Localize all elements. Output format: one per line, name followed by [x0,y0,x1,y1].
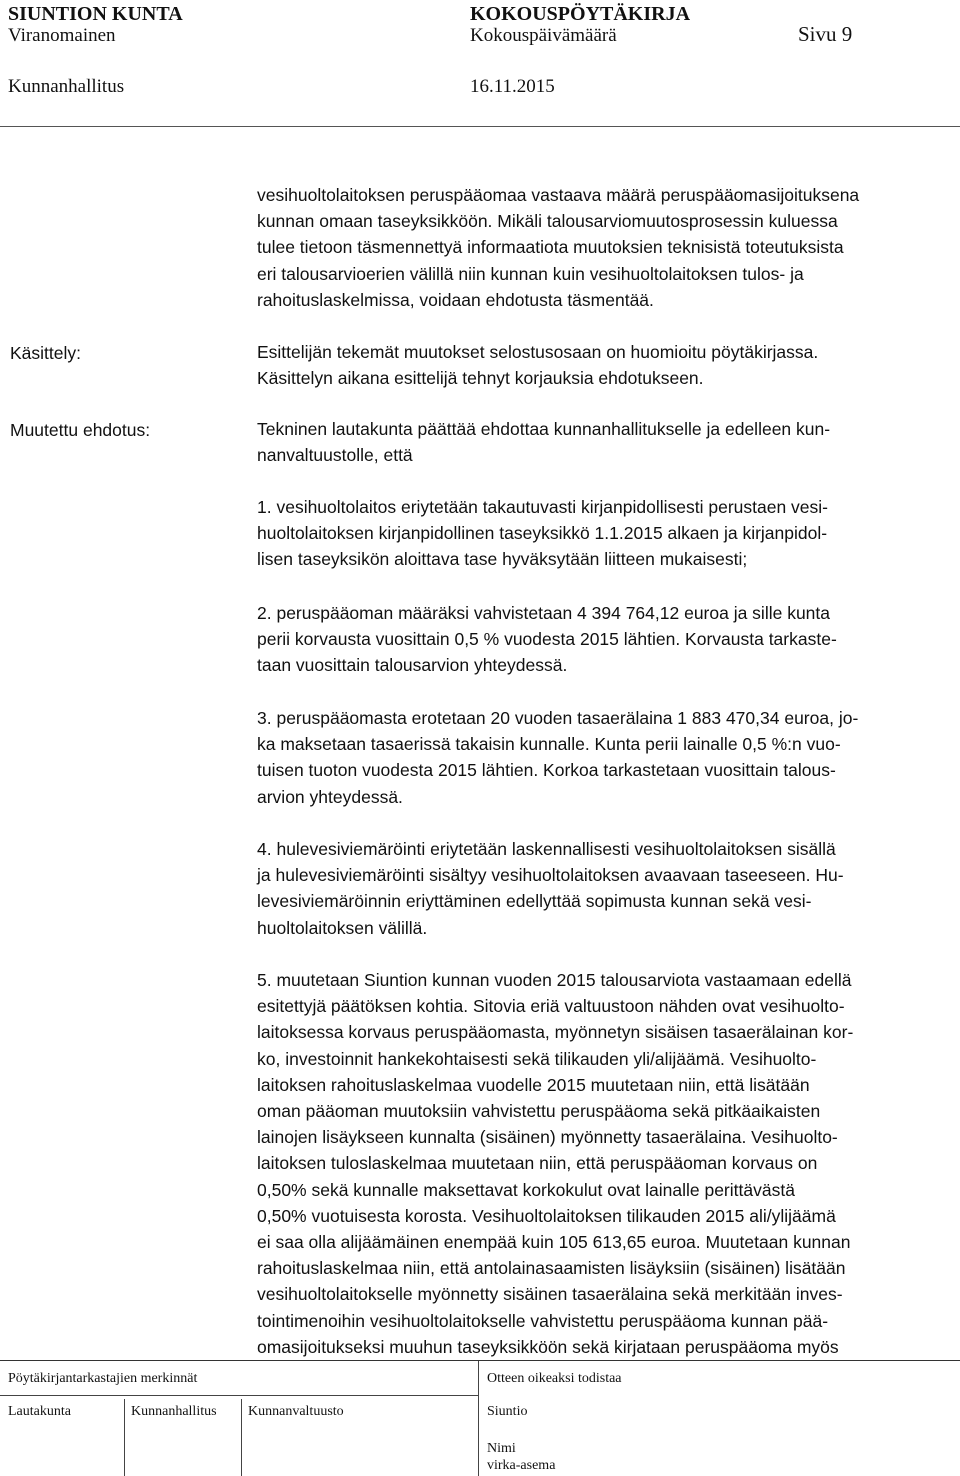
text-line: lisen taseyksikön aloittava tase hyväksytään liitteen mukaisesti; [257,549,748,570]
col-kunnanhallitus: Kunnanhallitus [131,1404,217,1419]
header-rule [0,126,960,127]
kasittely-text [257,339,945,391]
text-line: tointimenoihin vesihuoltolaitokselle vahvistettu peruspääoma kunnan pää- [257,1310,829,1331]
certify-label: Otteen oikeaksi todistaa [487,1371,622,1386]
text-line: tulee tietoon täsmennettyä informaatiota muutoksien teknisistä toteutuksista [257,237,844,258]
doc-type: KOKOUSPÖYTÄKIRJA [470,3,691,25]
col-lautakunta: Lautakunta [8,1404,71,1419]
text-line: oman pääoman muutoksiin vahvistettu peruspääoma sekä pitkäaikaisten [257,1101,821,1122]
text-line: vesihuoltolaitokselle myönnetty sisäinen tasaerälaina sekä merkitään inves- [257,1284,843,1305]
text-line: Tekninen lautakunta päättää ehdottaa kunnanhallitukselle ja edelleen kun- [257,419,831,439]
decision-item-5 [257,967,945,1360]
text-line: ko, investoinnit hankekohtaisesti sekä tilikauden yli/alijäämä. Vesihuolto- [257,1048,817,1069]
text-line: esitettyjä päätöksen kohtia. Sitovia eriä valtuustoon nähden ovat vesihuolto- [257,996,845,1017]
name-label: Nimi [487,1441,516,1456]
text-line: Käsittelyn aikana esittelijä tehnyt korjauksia ehdotukseen. [257,368,704,389]
divider [478,1361,479,1476]
decision-item-2 [257,600,945,679]
text-line: rahoituslaskelmaa niin, että antolainasaamisten lisäyksiin (sisäinen) lisätään [257,1258,846,1279]
authority-label: Viranomainen [8,25,116,46]
text-line: vesihuoltolaitoksen peruspääomaa vastaava määrä peruspääomasijoituksena [257,185,860,205]
text-line: levesiviemäröinnin eriyttäminen edellyttää sopimusta kunnan sekä vesi- [257,891,812,912]
text-line: 4. hulevesiviemäröinti eriytetään laskennallisesti vesihuoltolaitoksen sisällä [257,839,836,859]
page-number: Sivu 9 [798,22,853,46]
date-value: 16.11.2015 [470,76,555,97]
text-line: 3. peruspääomasta erotetaan 20 vuoden tasaerälaina 1 883 470,34 euroa, jo- [257,708,859,728]
decision-item-4 [257,836,945,941]
text-line: omasijoitukseksi muuhun taseyksikköön sekä kirjataan peruspääoma myös [257,1336,839,1357]
muutettu-label: Muutettu ehdotus: [10,420,151,440]
text-line: 1. vesihuoltolaitos eriytetään takautuvasti kirjanpidollisesti perustaen vesi- [257,497,828,517]
text-line: lainojen lisäykseen kunnalta (sisäinen) myönnetty tasaerälaina. Vesihuolto- [257,1127,838,1148]
footer [0,1360,960,1476]
text-line: perii korvausta vuosittain 0,5 % vuodesta 2015 lähtien. Korvausta tarkaste- [257,629,837,650]
text-line: eri talousarvioerien välillä niin kunnan kuin vesihuoltolaitoksen tulos- ja [257,263,804,284]
text-line: arvion yhteydessä. [257,786,403,807]
place: Siuntio [487,1404,528,1419]
text-line: ja hulevesiviemäröinti sisältyy vesihuoltolaitoksen avaavaan taseeseen. Hu- [257,865,844,886]
divider [124,1399,125,1476]
text-line: huoltolaitoksen välillä. [257,917,428,938]
text-line: ka maksetaan tasaerissä takaisin kunnalle. Kunta perii lainalle 0,5 %:n vuo- [257,734,841,755]
authority-value: Kunnanhallitus [8,76,125,97]
divider [241,1399,242,1476]
intro-paragraph [257,182,945,313]
text-line: nanvaltuustolle, että [257,445,413,466]
text-line: 5. muutetaan Siuntion kunnan vuoden 2015 talousarviota vastaamaan edellä [257,970,852,990]
text-line: 2. peruspääoman määräksi vahvistetaan 4 394 764,12 euroa ja sille kunta [257,603,831,623]
text-line: 0,50% sekä kunnalle maksettavat korkokulut ovat lainalle perittävästä [257,1179,795,1200]
text-line: kunnan omaan taseyksikköön. Mikäli talousarviomuutosprosessin kuluessa [257,211,838,232]
text-line: laitoksen rahoituslaskelmaa vuodelle 2015 muutetaan niin, että lisätään [257,1074,810,1095]
checkers-label: Pöytäkirjantarkastajien merkinnät [8,1371,198,1386]
text-line: laitoksen tuloslaskelmaa muutetaan niin, että peruspääoman korvaus on [257,1153,818,1174]
muutettu-text [257,416,945,468]
decision-item-1 [257,494,945,573]
text-line: huoltolaitoksen kirjanpidollinen taseyksikkö 1.1.2015 alkaen ja kirjanpidol- [257,523,828,544]
decision-item-3 [257,705,945,810]
col-kunnanvaltuusto: Kunnanvaltuusto [248,1404,344,1419]
text-line: laitoksessa korvaus peruspääomasta, myönnetyn sisäisen tasaerälainan kor- [257,1022,854,1043]
text-line: tuisen tuoton vuodesta 2015 lähtien. Korkoa tarkastetaan vuosittain talous- [257,760,836,781]
text-line: ei saa olla alijäämäinen enempää kuin 105 613,65 euroa. Muutetaan kunnan [257,1232,851,1253]
text-line: 0,50% vuotuisesta korosta. Vesihuoltolaitoksen tilikauden 2015 ali/ylijäämä [257,1205,836,1226]
divider [0,1395,478,1396]
title-label: virka-asema [487,1458,556,1473]
text-line: rahoituslaskelmissa, voidaan ehdotusta täsmentää. [257,289,654,310]
text-line: Esittelijän tekemät muutokset selostusosaan on huomioitu pöytäkirjassa. [257,342,819,362]
text-line: taan vuosittain talousarvion yhteydessä. [257,655,568,676]
org-name: SIUNTION KUNTA [8,3,183,25]
date-label: Kokouspäivämäärä [470,25,617,46]
kasittely-label: Käsittely: [10,343,81,363]
